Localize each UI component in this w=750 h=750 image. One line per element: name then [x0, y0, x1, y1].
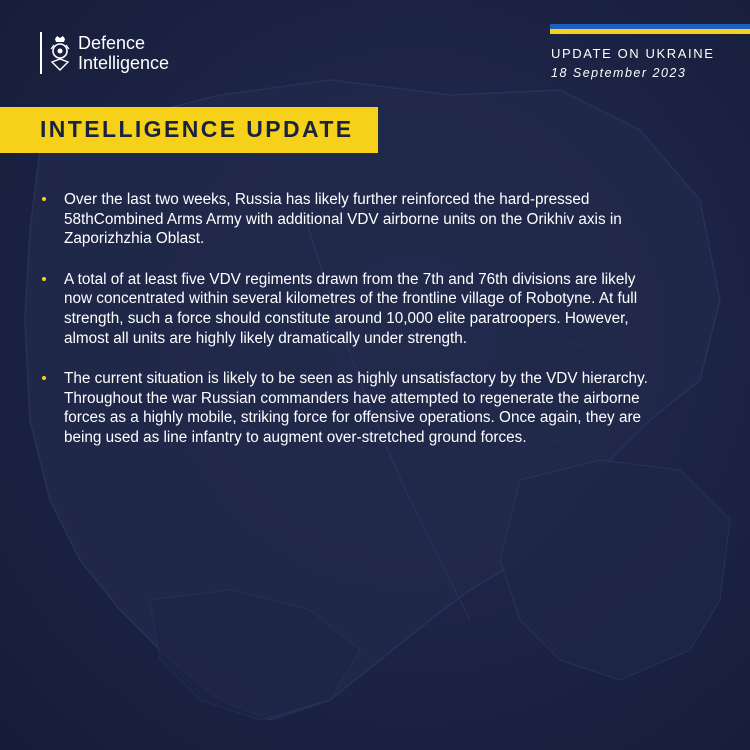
- bullet-item: [40, 190, 660, 249]
- bullet-text: Over the last two weeks, Russia has likely further reinforced the hard-pressed 58thCombined Arms Army with additional VDV airborne units on the Orikhiv axis in Zaporizhzhia Oblast.: [64, 191, 622, 248]
- bullet-dot-icon: [42, 376, 46, 380]
- banner-title: INTELLIGENCE UPDATE: [40, 116, 354, 142]
- bullet-item: [40, 270, 660, 348]
- logo-divider: [40, 32, 42, 74]
- update-label: UPDATE ON UKRAINE: [551, 46, 715, 61]
- bullet-dot-icon: [42, 277, 46, 281]
- bullet-dot-icon: [42, 197, 46, 201]
- brand-line-2: Intelligence: [78, 53, 170, 73]
- title-banner: [0, 107, 378, 153]
- brand-line-1: Defence: [78, 33, 146, 53]
- bullet-text: A total of at least five VDV regiments drawn from the 7th and 76th divisions are likely now concentrated within several kilometres of the frontline village of Robotyne. At full strength, such a force should constitute around 10,000 elite paratroopers. However, almost all units are highly likely dramatically under strength.: [64, 270, 638, 347]
- bullet-item: [40, 369, 660, 447]
- bullet-list: [40, 190, 660, 469]
- bullet-text: The current situation is likely to be seen as highly unsatisfactory by the VDV hierarchy. Throughout the war Russian commanders have attempted to regenerate the airborne forces as a highly mobile, striking force for offensive operations. Once again, they are being used as line infantry to augment over-stretched ground forces.: [64, 370, 648, 446]
- flag-yellow-stripe: [550, 29, 750, 34]
- ukraine-flag: [550, 24, 750, 34]
- defence-intelligence-logo: [40, 32, 200, 74]
- update-date: 18 September 2023: [551, 66, 687, 80]
- crest-icon: [49, 35, 71, 71]
